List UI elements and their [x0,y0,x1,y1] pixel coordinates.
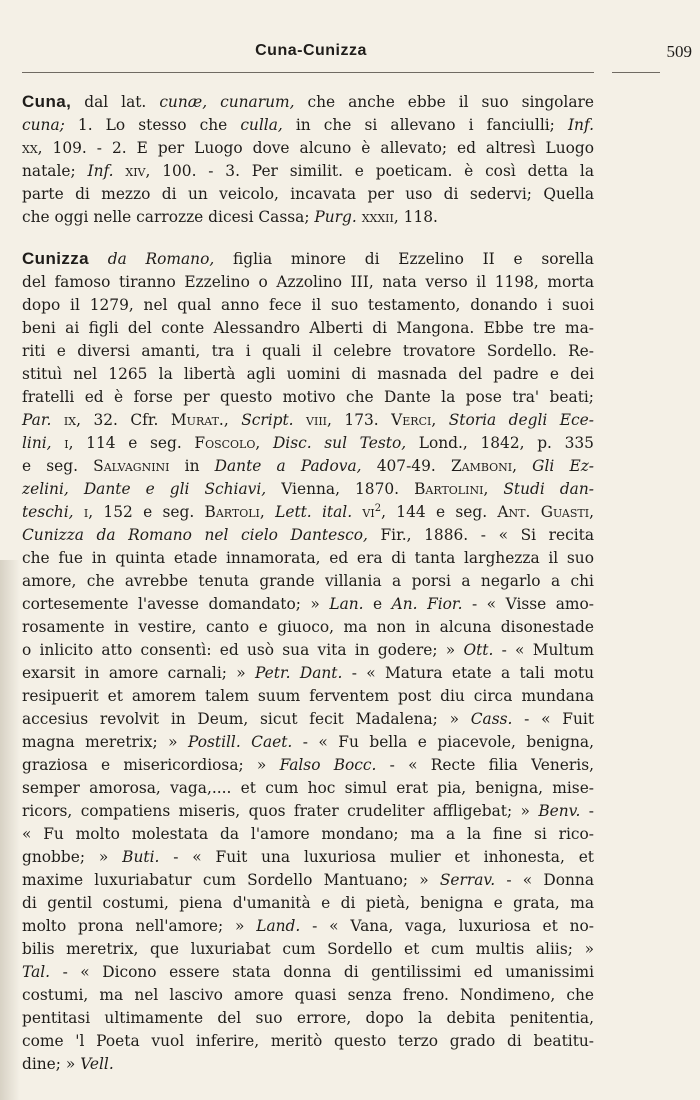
italic-run: cuna; [22,116,65,134]
italic-run: Vell. [80,1055,114,1073]
page-number: 509 [666,42,692,61]
italic-run: Serrav. [439,871,496,889]
text-run: , [259,503,276,521]
smallcaps-run: Verci [391,411,432,429]
italic-run: Falso Bocc. [279,756,377,774]
entry-cuna [22,90,594,229]
text-run: , 114 e seg. [68,434,195,452]
text-run: - « Matura etate a tali motu [342,664,594,682]
text-run: pentitasi ultimamente del suo errore, dopo la debita penitentia, [22,1009,594,1027]
text-line [22,455,594,478]
text-line [22,754,594,777]
text-run: , 152 e seg. [88,503,205,521]
text-run: - « Fuit [512,710,594,728]
italic-run: Buti. [122,848,160,866]
text-line [22,1007,594,1030]
text-line [22,363,594,386]
text-line [22,708,594,731]
text-run: rosamente in vestire, canto e giuoco, ma non in alcuna disonestade [22,618,594,636]
text-run: di gentil costumi, piena d'umanità e di pietà, benigna e grata, ma [22,894,594,912]
text-run: costumi, ma nel lascivo amore quasi senza freno. Nondimeno, che [22,986,594,1004]
text-run: , 144 e seg. [381,503,498,521]
text-line [22,547,594,570]
text-run [352,503,362,521]
text-line [22,317,594,340]
italic-run: Postill. Caet. [187,733,293,751]
text-run [294,411,306,429]
text-line [22,340,594,363]
italic-run: cunæ, cunarum, [159,93,295,111]
italic-run: Gli Ez- [532,457,595,475]
text-run [74,503,84,521]
text-line [22,137,594,160]
text-run: resipuerit et amorem talem suum ferventem post diu circa mundana [22,687,594,705]
text-line [22,1053,594,1076]
text-run: , [255,434,273,452]
gutter-shadow [0,560,20,1100]
text-line [22,432,594,455]
text-line [22,685,594,708]
text-run: , [431,411,449,429]
text-run: 407-49. [361,457,451,475]
text-line [22,114,594,137]
text-line [22,524,594,547]
text-run: , [589,503,594,521]
text-run: graziosa e misericordiosa; » [22,756,280,774]
smallcaps-run: Zamboni [450,457,513,475]
text-run: - « Multum [493,641,595,659]
text-run: 1. Lo stesso che [64,116,241,134]
headword: Cuna, [22,92,72,111]
text-line [22,271,594,294]
text-run: bilis meretrix, que luxuriabat cum Sordello et cum multis aliis; » [22,940,594,958]
text-run: - « Fuit una luxuriosa mulier et inhonesta, et [159,848,594,866]
text-run: del famoso tiranno Ezzelino o Azzolino III, nata verso il 1198, morta [22,273,594,291]
text-line [22,160,594,183]
smallcaps-run: ix [63,411,77,429]
text-run: figlia minore di Ezzelino II e sorella [214,250,594,268]
text-run: maxime luxuriabatur cum Sordello Mantuano; » [22,871,440,889]
text-run: cortesemente l'avesse domandato; » [22,595,330,613]
text-line [22,616,594,639]
smallcaps-run: viii [306,411,328,429]
text-run: - « Vana, vaga, luxuriosa et no- [300,917,594,935]
smallcaps-run: Salvagnini [93,457,170,475]
text-run: molto prona nell'amore; » [22,917,257,935]
text-line [22,501,594,524]
italic-run: lini, [22,434,52,452]
text-run [51,411,63,429]
text-run: , 32. Cfr. [76,411,171,429]
text-line [22,90,594,114]
text-run: - [580,802,594,820]
running-header [22,42,692,76]
text-line [22,386,594,409]
text-run: che anche ebbe il suo singolare [294,93,594,111]
text-run: amore, che avrebbe tenuta grande villania a porsi a negarlo a chi [22,572,594,590]
text-run: in [169,457,215,475]
smallcaps-run: xiv [125,162,146,180]
text-line [22,662,594,685]
smallcaps-run: xx [22,139,38,157]
text-line [22,846,594,869]
text-run: , [483,480,504,498]
text-run: gnobbe; » [22,848,123,866]
text-run: , [512,457,533,475]
text-line [22,915,594,938]
header-rule-right [612,72,660,73]
body-text [22,90,594,1076]
text-run: che oggi nelle carrozze dicesi Cassa; [22,208,315,226]
smallcaps-run: vi [362,503,375,521]
text-run: dopo il 1279, nel qual anno fece il suo testamento, donando i suoi [22,296,594,314]
headword: Cunizza [22,249,90,268]
text-line [22,777,594,800]
italic-run: Land. [256,917,301,935]
italic-run: Disc. sul Testo, [272,434,407,452]
text-run: - « Fu bella e piacevole, benigna, [292,733,594,751]
text-run: , 173. [327,411,392,429]
text-run [52,434,65,452]
header-rule [22,72,594,73]
text-line [22,938,594,961]
text-line [22,247,594,271]
smallcaps-run: Bartolini [414,480,484,498]
smallcaps-run: xxxii [361,208,394,226]
text-run: , [223,411,242,429]
italic-run: Cunizza da Romano nel cielo Dantesco, [22,526,368,544]
text-run: - « Recte filia Veneris, [376,756,594,774]
smallcaps-run: Ant. Guasti [497,503,590,521]
text-line [22,1030,594,1053]
text-run: Vienna, 1870. [266,480,415,498]
smallcaps-run: i [83,503,89,521]
italic-run: culla, [240,116,283,134]
text-line [22,570,594,593]
text-run: « Fu molto molestata da l'amore mondano; ma a la fine si rico- [22,825,594,843]
smallcaps-run: Foscolo [194,434,256,452]
text-run: come 'l Poeta vuol inferire, meritò questo terzo grado di beatitu- [22,1032,594,1050]
text-run: e [363,595,392,613]
text-run: fratelli ed è forse per questo motivo che Dante la pose tra' beati; [22,388,594,406]
text-line [22,294,594,317]
italic-run: Storia degli Ece- [448,411,594,429]
text-line [22,206,594,229]
text-run: , 118. [393,208,438,226]
text-line [22,731,594,754]
smallcaps-run: Bartoli [204,503,260,521]
text-line [22,183,594,206]
italic-run: Benv. [538,802,581,820]
text-line [22,892,594,915]
text-line [22,593,594,616]
text-line [22,823,594,846]
text-run: - « Donna [495,871,594,889]
text-run: - « Dicono essere stata donna di gentilissimi ed umanissimi [50,963,594,981]
text-run: parte di mezzo di un veicolo, incavata per uso di sedervi; Quella [22,185,594,203]
text-run: o inlicito atto consentì: ed usò sua vita in godere; » [22,641,464,659]
italic-run: Studi dan- [503,480,594,498]
superscript: 2 [374,502,382,514]
italic-run: Script. [241,411,294,429]
text-line [22,478,594,501]
text-run: in che si allevano i fanciulli; [282,116,568,134]
text-run: riti e diversi amanti, tra i quali il celebre trovatore Sordello. Re- [22,342,594,360]
italic-run: Par. [22,411,52,429]
text-run: , 100. - 3. Per similit. e poeticam. è così detta la [145,162,595,180]
text-run: accesius revolvit in Deum, sicut fecit Madalena; » [22,710,471,728]
text-line [22,961,594,984]
italic-run: Inf. [87,162,114,180]
italic-run: teschi, [22,503,74,521]
italic-run: Tal. [22,963,51,981]
text-line [22,984,594,1007]
italic-run: Petr. Dant. [255,664,343,682]
italic-run: Cass. [470,710,513,728]
italic-run: Lan. [329,595,364,613]
italic-run: Purg. [314,208,357,226]
text-line [22,639,594,662]
text-run [89,250,108,268]
text-run: exarsit in amore carnali; » [22,664,256,682]
italic-run: Dante a Padova, [214,457,362,475]
italic-run: Inf. [567,116,594,134]
text-run: semper amorosa, vaga,.... et cum hoc simul erat pia, benigna, mise- [22,779,594,797]
italic-run: An. Fior. [391,595,463,613]
text-run: beni ai figli del conte Alessandro Alberti di Mangona. Ebbe tre ma- [22,319,594,337]
italic-run: Lett. ital. [275,503,353,521]
text-run: , 109. - 2. E per Luogo dove alcuno è allevato; ed altresì Luogo [37,139,594,157]
text-run: dine; » [22,1055,81,1073]
text-run: magna meretrix; » [22,733,188,751]
text-run: stituì nel 1265 la libertà agli uomini di masnada del padre e dei [22,365,594,383]
entry-cunizza [22,247,594,1076]
smallcaps-run: Murat. [170,411,224,429]
text-run [114,162,126,180]
text-line [22,800,594,823]
smallcaps-run: i [64,434,69,452]
text-run: ricors, compatiens miseris, quos frater crudeliter affligebat; » [22,802,539,820]
italic-run: zelini, Dante e gli Schiavi, [22,480,267,498]
text-run: che fue in quinta etade innamorata, ed era di tanta larghezza il suo [22,549,594,567]
text-run: natale; [22,162,88,180]
text-run: e seg. [22,457,94,475]
italic-run: Ott. [463,641,494,659]
text-run: Lond., 1842, p. 335 [406,434,594,452]
text-run: Fir., 1886. - « Si recita [367,526,594,544]
text-line [22,409,594,432]
text-run: - « Visse amo- [462,595,594,613]
text-line [22,869,594,892]
italic-run: da Romano, [107,250,215,268]
text-run: dal lat. [71,93,160,111]
running-title: Cuna-Cunizza [255,42,367,59]
